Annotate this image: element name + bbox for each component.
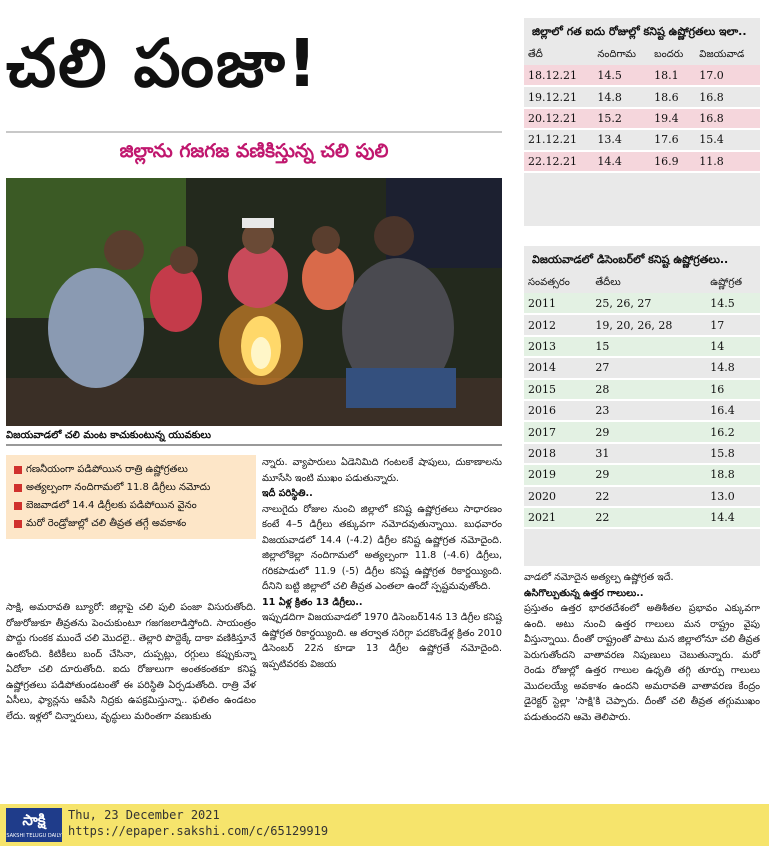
cell: 18.6 (650, 86, 695, 107)
highlight-item: బెజవాడలో 14.4 డిగ్రీలకు పడిపోయిన వైనం (14, 499, 248, 513)
highlight-item: గణనీయంగా పడిపోయిన రాత్రి ఉష్ణోగ్రతలు (14, 463, 248, 477)
highlight-item: మరో రెండ్రోజుల్లో చలి తీవ్రత తగ్గే అవకాశం (14, 517, 248, 531)
article-paragraph: న్నారు. వ్యాపారులు ఏడెనిమిది గంటలకే షాపులు, దుకాణాలను మూసేసి ఇంటి ముఖం పడుతున్నారు. (262, 457, 502, 484)
headline: చలి పంజా! (6, 25, 320, 102)
section-heading: 11 ఏళ్ల క్రితం 13 డిగ్రీలు.. (262, 596, 363, 608)
december-lows-table (524, 246, 760, 566)
cell: 19, 20, 26, 28 (591, 314, 706, 335)
cell: 2020 (524, 486, 591, 507)
cell: 22 (591, 507, 706, 528)
cell: 2014 (524, 357, 591, 378)
cell: 15 (591, 336, 706, 357)
cell: 16.9 (650, 151, 695, 172)
cell: 29 (591, 464, 706, 485)
temperature-table-5-days (524, 18, 760, 226)
cell: 13.0 (706, 486, 760, 507)
cell: 27 (591, 357, 706, 378)
cell: 14.5 (593, 65, 650, 86)
table-row (524, 357, 760, 378)
cell: 11.8 (695, 151, 760, 172)
cell: 2019 (524, 464, 591, 485)
cell: 16.8 (695, 108, 760, 129)
cell: 16.4 (706, 400, 760, 421)
table-title: జిల్లాలో గత ఐదు రోజుల్లో కనిష్ట ఉష్ణోగ్రతలు ఇలా.. (532, 25, 747, 38)
article-paragraph: ప్రస్తుతం ఉత్తర భారతదేశంలో అతిశీతల ప్రభావం ఎక్కువగా ఉంది. అటు నుంచి ఉత్తర గాలులు మన రాష్ట్రం వైపు వీస్తున్నాయి. దీంతో రాష్ట్రంతో పాటు మన జిల్లాలోనూ చలి తీవ్రత పెరుగుతోందని వాతావరణ నిపుణులు చెబుతున్నారు. మరో రెండు రోజుల్లో ఉత్తర గాలుల ఉధృతి తగ్గి తూర్పు గాలులు మొదలయ్యే అవకాశం ఉందని అమరావతి వాతావరణ కేంద్రం డైరెక్టర్ స్టెల్లా 'సాక్షి'కి చెప్పారు. దీంతో చలి తీవ్రత తగ్గుముఖం పడుతుందని ఆమె తెలిపారు. (524, 603, 760, 723)
divider (6, 131, 502, 133)
table-row (524, 379, 760, 400)
cell: 18.12.21 (524, 65, 593, 86)
table-row (524, 443, 760, 464)
sakshi-logo (6, 808, 62, 842)
table-row (524, 129, 760, 150)
cell: 16.8 (695, 86, 760, 107)
article-paragraph: నాలుగైదు రోజుల నుంచి జిల్లాలో కనిష్ట ఉష్ణోగ్రతలు సాధారణం కంటే 4–5 డిగ్రీలు తక్కువగా నమోదవుతున్నాయి. బుధవారం విజయవాడలో 14.4 (-4.2) డిగ్రీల కనిష్ట ఉష్ణోగ్రత నమోదైంది. జిల్లాలోకెల్లా నందిగామలో అత్యల్పంగా 11.8 (-4.6) డిగ్రీలు, గరికపాడులో 11.9 (-5) డిగ్రీల కనిష్ట ఉష్ణోగ్రత రికార్డయ్యింది. దీనిని బట్టి జిల్లాలో చలి తీవ్రత ఎంతలా ఉందో స్పష్టమవుతోంది. (262, 503, 502, 592)
table-title: విజయవాడలో డిసెంబర్‌లో కనిష్ట ఉష్ణోగ్రతలు.. (524, 246, 760, 273)
cell: 13.4 (593, 129, 650, 150)
table-row (524, 486, 760, 507)
cell: 28 (591, 379, 706, 400)
table-row (524, 336, 760, 357)
cell: 17.6 (650, 129, 695, 150)
photo-caption: విజయవాడలో చలి మంట కాచుకుంటున్న యువకులు (6, 430, 211, 441)
cell: 21.12.21 (524, 129, 593, 150)
cell: 2012 (524, 314, 591, 335)
article-column-1: సాక్షి, అమరావతి బ్యూరో: జిల్లాపై చలి పులి పంజా విసురుతోంది. రోజురోజుకూ తీవ్రతను పెంచుకుంటూ గజగజలాడిస్తోంది. సాయంత్రం పొద్దు గుంకక ముందే చలి మొదలై.. తెల్లారి పొద్దెక్కే దాకా వణికిస్తూనే ఉంటోంది. కిటికీలు బంద్ చేసినా, దుప్పట్లు, రగ్గులు కప్పుకున్నా ఏదోలా చలి దూరుతోంది. ఐదు రోజులుగా అంతకంతకూ కనిష్ట ఉష్ణోగ్రతలు పడిపోతుండటంతో ఈ పరిస్థితి ఏర్పడుతోంది. రాత్రి వేళ ఏసీలు, ఫ్యాన్లను ఆపేసి నిద్రకు ఉపక్రమిస్తున్నా.. ఫలితం ఉండటం లేదు. ఇళ్లలో చిన్నారులు, వృద్ధులు మరింతగా వణుకుతు (6, 602, 256, 722)
cell: 18.1 (650, 65, 695, 86)
data-table (524, 45, 760, 173)
column-header: తేదీలు (595, 277, 621, 288)
cell: 2015 (524, 379, 591, 400)
table-row (524, 400, 760, 421)
table-row (524, 464, 760, 485)
column-header: తేదీ (528, 49, 543, 60)
cell: 2016 (524, 400, 591, 421)
cell: 29 (591, 421, 706, 442)
table-row (524, 108, 760, 129)
data-table (524, 273, 760, 529)
cell: 14.8 (593, 86, 650, 107)
section-heading: ఇదీ పరిస్థితి.. (262, 488, 313, 499)
cell: 16 (706, 379, 760, 400)
table-row (524, 507, 760, 528)
table-row (524, 421, 760, 442)
cell: 15.4 (695, 129, 760, 150)
subheadline: జిల్లాను గజగజ వణికిస్తున్న చలి పులి (119, 140, 389, 162)
cell: 14.4 (706, 507, 760, 528)
cell: 31 (591, 443, 706, 464)
epaper-link[interactable]: https://epaper.sakshi.com/c/65129919 (68, 824, 329, 838)
article-column-3 (524, 570, 760, 725)
cell: 14.5 (706, 293, 760, 314)
cell: 14 (706, 336, 760, 357)
cell: 14.8 (706, 357, 760, 378)
divider (6, 444, 502, 446)
cell: 15.2 (593, 108, 650, 129)
cell: 2018 (524, 443, 591, 464)
column-header: నందిగామ (597, 49, 637, 60)
logo-text: సాక్షి (22, 811, 46, 829)
table-row (524, 65, 760, 86)
cell: 22 (591, 486, 706, 507)
bonfire-photo (6, 178, 502, 426)
logo-subtext: SAKSHI TELUGU DAILY (6, 833, 62, 839)
article-paragraph: వాడలో నమోదైన అత్యల్ప ఉష్ణోగ్రత ఇదే. (524, 572, 674, 583)
highlight-item: అత్యల్పంగా నందిగామలో 11.8 డిగ్రీలు నమోదు (14, 481, 248, 495)
column-header: ఉష్ణోగ్రత (710, 277, 742, 288)
cell: 17.0 (695, 65, 760, 86)
cell: 15.8 (706, 443, 760, 464)
cell: 14.4 (593, 151, 650, 172)
section-heading: ఉసిగొల్పుతున్న ఉత్తర గాలులు.. (524, 587, 644, 599)
news-photo (6, 178, 502, 426)
cell: 17 (706, 314, 760, 335)
cell: 2011 (524, 293, 591, 314)
cell: 22.12.21 (524, 151, 593, 172)
table-row (524, 86, 760, 107)
cell: 19.4 (650, 108, 695, 129)
cell: 23 (591, 400, 706, 421)
cell: 25, 26, 27 (591, 293, 706, 314)
table-row (524, 293, 760, 314)
cell: 19.12.21 (524, 86, 593, 107)
column-header: విజయవాడ (699, 49, 745, 60)
cell: 2017 (524, 421, 591, 442)
table-row (524, 151, 760, 172)
column-header: బందరు (654, 49, 684, 60)
table-row (524, 314, 760, 335)
cell: 16.2 (706, 421, 760, 442)
cell: 2013 (524, 336, 591, 357)
article-column-2 (262, 455, 502, 672)
article-paragraph: ఇప్పుడదిగా విజయవాడలో 1970 డిసెంబర్14న 13 డిగ్రీల కనిష్ట ఉష్ణోగ్రత రికార్డయ్యింది. ఆ తర్వాత సరిగ్గా పదకొండేళ్ల క్రితం 2010 డిసెంబర్ 22న కూడా 13 డిగ్రీల ఉష్ణోగ్రతే నమోదైంది. ఇప్పటివరకు విజయ (262, 612, 502, 670)
cell: 18.8 (706, 464, 760, 485)
cell: 20.12.21 (524, 108, 593, 129)
column-header: సంవత్సరం (528, 277, 570, 288)
highlights-box (6, 455, 256, 539)
cell: 2021 (524, 507, 591, 528)
edition-date: Thu, 23 December 2021 (68, 808, 220, 822)
